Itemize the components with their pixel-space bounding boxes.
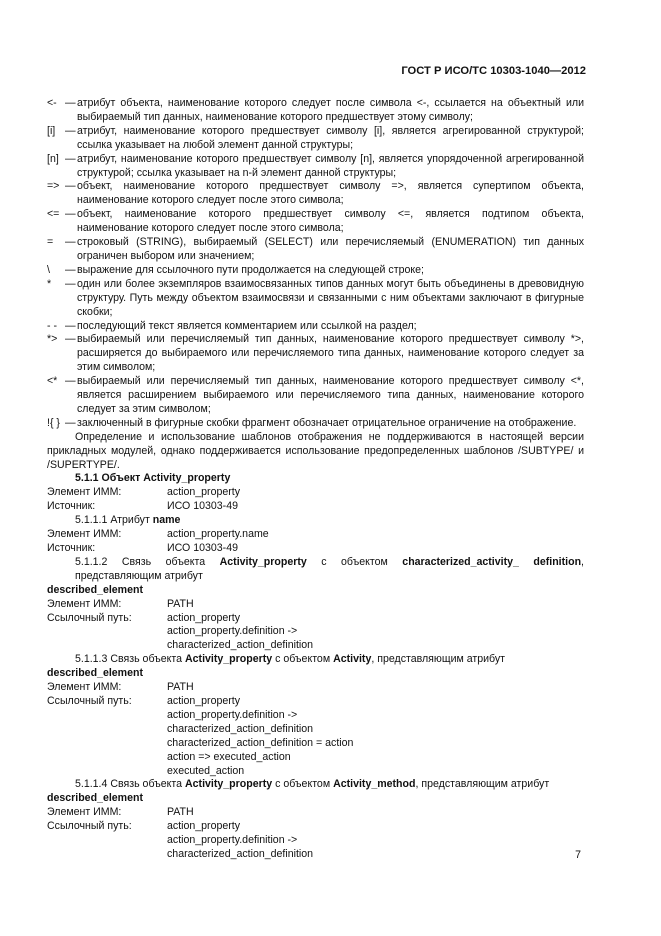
attribute-name: described_element bbox=[47, 667, 143, 680]
attribute-name: described_element bbox=[47, 792, 143, 805]
legend-symbol: <= bbox=[47, 208, 60, 221]
mapping-source-row: Источник: ИСО 10303-49 bbox=[47, 500, 238, 513]
legend-text: атрибут, наименование которого предшествует символу [n], является упорядоченной агрегированной структурой; ссылка указывает на n-й элемент данной структуры; bbox=[77, 152, 584, 179]
section-heading: 5.1.1.1 Атрибут name bbox=[75, 514, 181, 527]
attribute-name: name bbox=[152, 514, 181, 527]
legend-symbol: - - bbox=[47, 319, 57, 332]
legend-text: один или более экземпляров взаимосвязанных типов данных могут быть объединены в древовидную структуру. Путь между объектом взаимосвязи и связанными с ним объектами заключают в фигурные скобки; bbox=[77, 277, 584, 318]
legend-text: атрибут объекта, наименование которого следует после символа <-, ссылается на объектный или выбираемый тип данных, наименование которого предшествует этому символу; bbox=[77, 97, 584, 123]
legend-symbol: [n] bbox=[47, 152, 59, 165]
legend-symbol: <- bbox=[47, 97, 57, 109]
legend-item: * — один или более экземпляров взаимосвязанных типов данных могут быть объединены в древовидную структуру. Путь между объектом взаимосвязи и связанными с ним объектами заключают в фигурные скобки; bbox=[47, 277, 584, 318]
page-content bbox=[47, 97, 584, 862]
legend-text: объект, наименование которого предшествует символу =>, является супертипом объекта, наименование которого следует после этого символа; bbox=[77, 180, 584, 207]
legend-item: *> — выбираемый или перечисляемый тип данных, наименование которого предшествует символу *>, расширяется до выбираемого или перечисляемого типа данных, наименование которого следует за этим символом; bbox=[47, 333, 584, 374]
legend-symbol: [i] bbox=[47, 124, 56, 137]
legend-symbol: <* bbox=[47, 375, 58, 388]
section-heading: 5.1.1.3 Связь объекта Activity_property с объектом Activity, представляющим атрибут bbox=[75, 653, 506, 666]
mapping-element-row: Элемент ИММ: action_property.name bbox=[47, 528, 269, 541]
legend-item: \ — выражение для ссылочного пути продолжается на следующей строке; bbox=[47, 264, 584, 278]
legend-item: <= — объект, наименование которого предшествует символу <=, является подтипом объекта, наименование которого следует после этого символа; bbox=[47, 208, 584, 235]
path-line: characterized_action_definition = action bbox=[167, 736, 354, 749]
legend-symbol: *> bbox=[47, 333, 58, 346]
path-line: characterized_action_definition bbox=[167, 722, 314, 735]
intro-paragraph: Определение и использование шаблонов отображения не поддерживаются в настоящей версии прикладных модулей, однако поддерживается использование предопределенных шаблонов /SUBTYPE/ и /SUPERTYPE/. bbox=[47, 430, 584, 471]
legend-text: атрибут, наименование которого предшествует символу [i], является агрегированной структурой; ссылка указывает на любой элемент данной структуры; bbox=[77, 124, 584, 151]
document-header: ГОСТ Р ИСО/ТС 10303-1040—2012 bbox=[401, 65, 586, 77]
legend-text: заключенный в фигурные скобки фрагмент обозначает отрицательное ограничение на отображение. bbox=[77, 416, 577, 429]
legend-item: => — объект, наименование которого предшествует символу =>, является супертипом объекта, наименование которого следует после этого символа; bbox=[47, 180, 584, 207]
section-heading-cont bbox=[47, 584, 584, 598]
mapping-element-row: Элемент ИММ: action_property bbox=[47, 486, 241, 499]
entity-name: Activity_property bbox=[143, 472, 231, 485]
page-number: 7 bbox=[575, 849, 581, 861]
mapping-element-row: Элемент ИММ: PATH bbox=[47, 597, 194, 610]
path-line: action_property.definition -> bbox=[167, 708, 298, 721]
path-line: characterized_action_definition bbox=[167, 639, 314, 652]
mapping-source-row: Источник: ИСО 10303-49 bbox=[47, 542, 238, 554]
path-line: characterized_action_definition bbox=[167, 847, 314, 860]
path-line: action_property.definition -> bbox=[167, 625, 298, 638]
path-line: action_property.definition -> bbox=[167, 834, 298, 847]
legend-symbol: * bbox=[47, 277, 52, 290]
path-line: executed_action bbox=[167, 764, 245, 777]
section-heading: 5.1.1.2 Связь объекта Activity_property с объектом characterized_activity_ definition, представляющим атрибут bbox=[75, 555, 584, 582]
mapping-path-row: Ссылочный путь: action_property bbox=[47, 820, 241, 833]
mapping-element-row: Элемент ИММ: PATH bbox=[47, 681, 194, 694]
legend-text: выбираемый или перечисляемый тип данных, наименование которого предшествует символу <*, является расширением выбираемого или перечисляемого типа данных, наименование которого следует за этим символом; bbox=[77, 375, 584, 415]
mapping-path-row: Ссылочный путь: action_property bbox=[47, 611, 241, 624]
section-heading: 5.1.1.4 Связь объекта Activity_property с объектом Activity_method, представляющим атрибут bbox=[75, 778, 550, 791]
legend-text: строковый (STRING), выбираемый (SELECT) или перечисляемый (ENUMERATION) тип данных ограничен выбором или значением; bbox=[77, 236, 584, 262]
legend-symbol: = bbox=[47, 236, 54, 249]
legend-item: <* — выбираемый или перечисляемый тип данных, наименование которого предшествует символу <*, является расширением выбираемого или перечисляемого типа данных, наименование которого следует за этим символом; bbox=[47, 375, 584, 415]
legend-item: <- — атрибут объекта, наименование которого следует после символа <-, ссылается на объектный или выбираемый тип данных, наименование которого предшествует этому символу; bbox=[47, 97, 584, 123]
legend-list bbox=[47, 97, 584, 431]
path-line: action => executed_action bbox=[167, 750, 291, 763]
section-heading: 5.1.1 Объект Activity_property bbox=[75, 472, 231, 485]
legend-text: выражение для ссылочного пути продолжается на следующей строке; bbox=[77, 263, 424, 276]
legend-symbol: \ bbox=[47, 263, 50, 276]
legend-text: последующий текст является комментарием или ссылкой на раздел; bbox=[77, 319, 417, 332]
legend-item: = — строковый (STRING), выбираемый (SELECT) или перечисляемый (ENUMERATION) тип данных ограничен выбором или значением; bbox=[47, 236, 584, 262]
legend-symbol: !{ } bbox=[47, 416, 60, 429]
legend-item: - - — последующий текст является комментарием или ссылкой на раздел; bbox=[47, 320, 584, 334]
legend-text: объект, наименование которого предшествует символу <=, является подтипом объекта, наименование которого следует после этого символа; bbox=[77, 208, 584, 235]
mapping-path-row: Ссылочный путь: action_property bbox=[47, 694, 241, 707]
legend-item: [i] — атрибут, наименование которого предшествует символу [i], является агрегированной структурой; ссылка указывает на любой элемент данной структуры; bbox=[47, 124, 584, 151]
mapping-element-row: Элемент ИММ: PATH bbox=[47, 806, 194, 819]
legend-item: !{ } — заключенный в фигурные скобки фрагмент обозначает отрицательное ограничение на отображение. bbox=[47, 417, 584, 431]
legend-symbol: => bbox=[47, 180, 60, 193]
legend-text: выбираемый или перечисляемый тип данных, наименование которого предшествует символу *>, расширяется до выбираемого или перечисляемого типа данных, наименование которого следует за этим символом; bbox=[77, 333, 584, 374]
legend-item: [n] — атрибут, наименование которого предшествует символу [n], является упорядоченной агрегированной структурой; ссылка указывает на n-й элемент данной структуры; bbox=[47, 152, 584, 179]
attribute-name: described_element bbox=[47, 583, 143, 596]
